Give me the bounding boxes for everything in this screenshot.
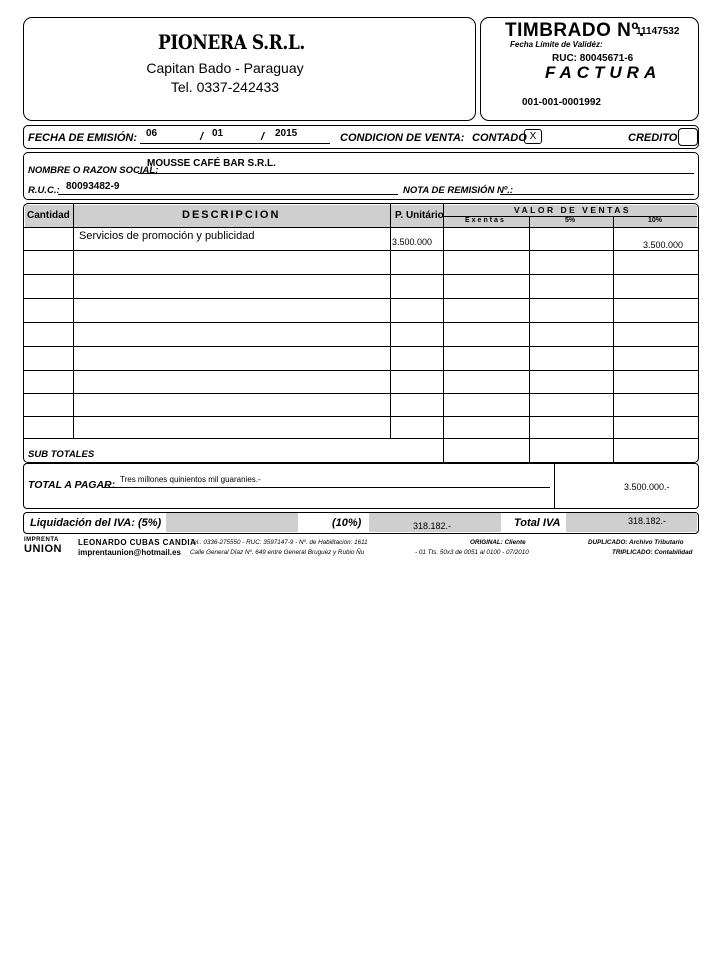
total-value: 3.500.000.-	[624, 482, 670, 492]
contado-label: CONTADO	[472, 132, 527, 144]
client-box	[23, 152, 699, 200]
contado-checkbox[interactable]	[524, 129, 542, 144]
printer-name: LEONARDO CUBAS CANDIA	[78, 538, 197, 547]
subtotales-label: SUB TOTALES	[28, 449, 95, 460]
total-label: TOTAL A PAGAR:	[28, 479, 116, 491]
company-phone: Tel. 0337-242433	[170, 79, 280, 95]
emission-month: 01	[212, 128, 224, 139]
row-line	[24, 393, 698, 394]
printer-contact-line: Tel.: 0336-275550 - RUC: 3597147-9 - Nº. de Habilitación: 1611	[190, 539, 368, 546]
client-ruc: 80093482-9	[66, 181, 120, 192]
issuer-ruc: RUC: 80045671-6	[552, 53, 634, 64]
emission-label: FECHA DE EMISIÓN:	[28, 132, 137, 144]
iva10-label: (10%)	[332, 517, 362, 529]
row-line	[24, 298, 698, 299]
total-words: Tres millones quinientos mil guaranies.-	[120, 475, 261, 484]
remision-label: NOTA DE REMISIÓN Nº.:	[403, 185, 514, 196]
remision-line	[500, 194, 694, 195]
row-line	[24, 322, 698, 323]
validity-label: Fecha Límite de Validéz:	[510, 40, 603, 49]
item-description: Servicios de promoción y publicidad	[79, 230, 255, 242]
copy-triplicado: TRIPLICADO: Contabilidad	[612, 549, 693, 556]
company-city: Capitan Bado - Paraguay	[146, 60, 304, 76]
contado-mark: X	[529, 131, 537, 142]
header-unitario: P. Unitário	[395, 210, 444, 221]
header-cantidad: Cantidad	[27, 210, 70, 221]
copy-duplicado: DUPLICADO: Archivo Tributario	[588, 539, 684, 546]
iva-label: Liquidación del IVA: (5%)	[30, 517, 162, 529]
header-valor: VALOR DE VENTAS	[514, 205, 631, 215]
header-exentas: Exentas	[465, 217, 506, 224]
total-iva-label: Total IVA	[514, 517, 561, 529]
item-10-value: 3.500.000	[643, 240, 684, 250]
iva10-value: 318.182.-	[413, 521, 452, 531]
timbrado-label: TIMBRADO Nº.	[505, 20, 645, 41]
iva5-field	[166, 513, 298, 532]
emission-day: 06	[146, 128, 158, 139]
client-name-line	[138, 173, 694, 174]
company-name: PIONERA S.R.L.	[158, 30, 305, 54]
item-unit-price: 3.500.000	[392, 237, 433, 247]
doc-type-factura: FACTURA	[545, 63, 662, 82]
row-line	[24, 227, 698, 228]
header-descripcion: DESCRIPCION	[182, 209, 281, 221]
total-divider	[554, 463, 555, 509]
credito-label: CREDITO	[628, 132, 678, 144]
row-line	[24, 416, 698, 417]
col-divider	[73, 204, 74, 438]
printer-email: imprentaunion@hotmail.es	[78, 548, 181, 557]
date-slash-2: /	[261, 131, 265, 143]
condition-label: CONDICION DE VENTA:	[340, 132, 465, 144]
header-10: 10%	[648, 217, 663, 224]
row-line	[24, 438, 698, 439]
total-iva-value: 318.182.-	[628, 516, 667, 526]
client-ruc-line	[58, 194, 398, 195]
client-ruc-label: R.U.C.:	[28, 185, 60, 196]
col-divider	[529, 216, 530, 462]
print-run-line: - 01 Tts. 50x3 de 0051 al 0100 - 07/2010	[415, 549, 529, 556]
timbrado-number: 11147532	[636, 26, 680, 37]
printer-logo-bottom: UNION	[24, 543, 62, 555]
copy-original: ORIGINAL: Cliente	[470, 539, 526, 546]
row-line	[24, 274, 698, 275]
printer-address-line: Calle General Díaz Nº. 649 entre General Bruguez y Rubio Ñu	[190, 549, 365, 556]
client-name-label: NOMBRE O RAZON SOCIAL:	[28, 165, 159, 176]
date-underline	[140, 143, 330, 144]
client-name: MOUSSE CAFÉ BAR S.R.L.	[147, 158, 276, 169]
header-5: 5%	[565, 217, 576, 224]
invoice-number: 001-001-0001992	[522, 97, 601, 108]
items-table	[23, 203, 699, 463]
row-line	[24, 370, 698, 371]
total-box	[23, 463, 699, 509]
row-line	[24, 346, 698, 347]
credito-checkbox[interactable]	[678, 128, 698, 146]
row-line	[24, 250, 698, 251]
col-divider	[613, 216, 614, 462]
printer-logo	[24, 537, 70, 557]
col-divider	[390, 204, 391, 438]
date-slash-1: /	[200, 131, 204, 143]
emission-year: 2015	[275, 128, 298, 139]
col-divider	[443, 204, 444, 462]
total-words-line	[102, 487, 550, 488]
printer-logo-top: IMPRENTA	[24, 537, 59, 543]
